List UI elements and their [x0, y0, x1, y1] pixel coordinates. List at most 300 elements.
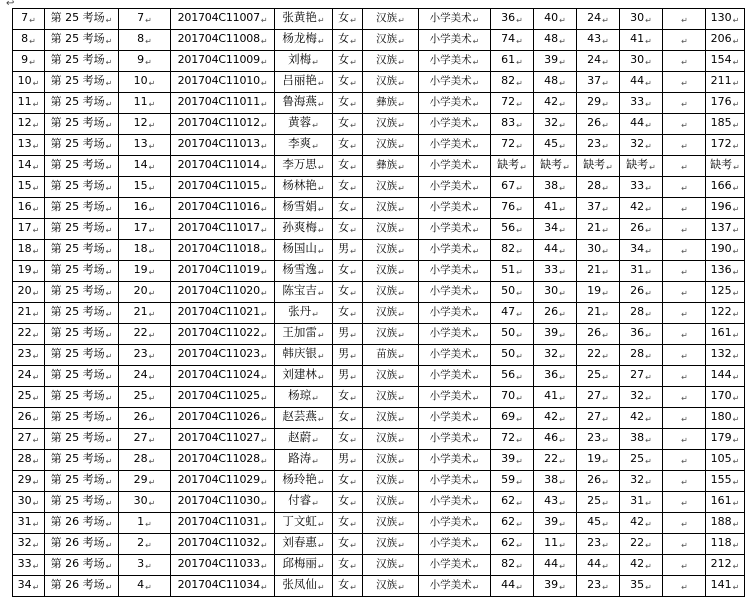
gender-text: 女 [338, 305, 350, 318]
candidate-name-text: 孙爽梅 [282, 220, 317, 234]
candidate-name [275, 282, 333, 303]
score-1 [491, 345, 534, 366]
score-4 [620, 198, 663, 219]
score-3 [577, 576, 620, 597]
subject-text: 小学美术 [429, 515, 472, 528]
subject [419, 576, 491, 597]
score-2-text: 34 [544, 221, 559, 234]
score-2-text: 43 [544, 494, 559, 507]
candidate-name [275, 492, 333, 513]
row-index-text: 24 [17, 368, 32, 381]
exam-room [45, 513, 119, 534]
exam-room [45, 534, 119, 555]
candidate-name [275, 324, 333, 345]
score-3-text: 45 [587, 515, 602, 528]
score-1 [491, 198, 534, 219]
cell-end-mark-icon: ↵ [516, 16, 523, 25]
row-index [13, 93, 45, 114]
cell-end-mark-icon: ↵ [398, 288, 405, 298]
subject-text: 小学美术 [429, 200, 472, 213]
candidate-name-text: 陈宝吉 [282, 283, 317, 297]
seat-number [119, 471, 171, 492]
score-1-text: 50 [501, 347, 516, 360]
row-index-text: 29 [17, 473, 32, 486]
total-score [706, 303, 745, 324]
ethnicity [363, 534, 419, 555]
table-row [13, 303, 745, 324]
cell-end-mark-icon: ↵ [317, 562, 325, 571]
ethnicity-text: 汉族 [376, 557, 398, 570]
candidate-id [171, 387, 275, 408]
cell-end-mark-icon: ↵ [317, 205, 325, 214]
score-1 [491, 576, 534, 597]
cell-end-mark-icon: ↵ [317, 247, 325, 256]
gender [333, 387, 363, 408]
total-score [706, 156, 745, 177]
score-3 [577, 450, 620, 471]
cell-end-mark-icon: ↵ [472, 519, 480, 529]
subject [419, 240, 491, 261]
cell-end-mark-icon: ↵ [32, 226, 40, 235]
cell-end-mark-icon: ↵ [645, 121, 652, 130]
score-4-text: 44 [630, 74, 645, 87]
cell-end-mark-icon: ↵ [317, 226, 325, 235]
ethnicity [363, 576, 419, 597]
table-row [13, 576, 745, 597]
ethnicity-text: 汉族 [376, 179, 398, 192]
exam-score-table [12, 8, 745, 597]
score-1 [491, 114, 534, 135]
candidate-name-text: 刘梅 [288, 52, 312, 66]
cell-end-mark-icon: ↵ [105, 352, 113, 361]
cell-end-mark-icon: ↵ [105, 247, 113, 256]
cell-end-mark-icon: ↵ [148, 436, 156, 445]
cell-end-mark-icon: ↵ [732, 310, 740, 319]
ethnicity-text: 汉族 [376, 74, 398, 87]
cell-end-mark-icon: ↵ [602, 121, 609, 130]
gender-text: 女 [338, 32, 350, 45]
candidate-name-text: 张黄艳 [282, 10, 317, 24]
score-1 [491, 534, 534, 555]
cell-end-mark-icon: ↵ [681, 310, 688, 319]
empty-cell [663, 156, 706, 177]
row-index [13, 408, 45, 429]
table-row [13, 366, 745, 387]
subject [419, 366, 491, 387]
gender-text: 女 [338, 389, 350, 402]
cell-end-mark-icon: ↵ [559, 436, 566, 445]
gender-text: 女 [338, 578, 350, 591]
exam-room [45, 219, 119, 240]
cell-end-mark-icon: ↵ [29, 37, 36, 46]
cell-end-mark-icon: ↵ [645, 436, 652, 445]
ethnicity-text: 汉族 [376, 389, 398, 402]
cell-end-mark-icon: ↵ [148, 142, 156, 151]
subject-text: 小学美术 [429, 431, 472, 444]
score-1 [491, 135, 534, 156]
subject [419, 177, 491, 198]
ethnicity [363, 51, 419, 72]
candidate-name [275, 72, 333, 93]
exam-room-text: 第 25 考场 [50, 137, 105, 150]
gender-text: 男 [338, 347, 350, 360]
score-3-text: 21 [587, 305, 602, 318]
cell-end-mark-icon: ↵ [681, 520, 688, 529]
cell-end-mark-icon: ↵ [645, 394, 652, 403]
score-3-text: 25 [587, 494, 602, 507]
cell-end-mark-icon: ↵ [312, 310, 319, 319]
score-3-text: 26 [587, 326, 602, 339]
score-2-text: 41 [544, 389, 559, 402]
empty-cell [663, 261, 706, 282]
cell-end-mark-icon: ↵ [645, 457, 652, 466]
row-index-text: 11 [17, 95, 32, 108]
cell-end-mark-icon: ↵ [260, 247, 268, 256]
cell-end-mark-icon: ↵ [516, 520, 523, 529]
cell-end-mark-icon: ↵ [350, 499, 357, 508]
ethnicity [363, 282, 419, 303]
candidate-id [171, 198, 275, 219]
cell-end-mark-icon: ↵ [105, 583, 113, 592]
score-1 [491, 450, 534, 471]
candidate-id-text: 201704C11011 [177, 95, 260, 108]
cell-end-mark-icon: ↵ [645, 100, 652, 109]
gender-text: 男 [338, 452, 350, 465]
seat-number [119, 408, 171, 429]
cell-end-mark-icon: ↵ [732, 331, 740, 340]
cell-end-mark-icon: ↵ [398, 78, 405, 88]
score-2 [534, 240, 577, 261]
score-2-text: 38 [544, 179, 559, 192]
cell-end-mark-icon: ↵ [559, 310, 566, 319]
score-2-text: 40 [544, 11, 559, 24]
candidate-id-text: 201704C11033 [177, 557, 260, 570]
seat-number [119, 261, 171, 282]
subject [419, 513, 491, 534]
table-row [13, 450, 745, 471]
score-2 [534, 450, 577, 471]
cell-end-mark-icon: ↵ [105, 100, 113, 109]
table-row [13, 9, 745, 30]
seat-number [119, 114, 171, 135]
exam-room [45, 9, 119, 30]
score-2-text: 44 [544, 242, 559, 255]
score-1-text: 39 [501, 452, 516, 465]
exam-room-text: 第 25 考场 [50, 200, 105, 213]
cell-end-mark-icon: ↵ [148, 268, 156, 277]
exam-room [45, 114, 119, 135]
table-row [13, 555, 745, 576]
cell-end-mark-icon: ↵ [681, 541, 688, 550]
candidate-id [171, 450, 275, 471]
table-row [13, 471, 745, 492]
cell-end-mark-icon: ↵ [645, 37, 652, 46]
cell-end-mark-icon: ↵ [350, 436, 357, 445]
candidate-id [171, 156, 275, 177]
cell-end-mark-icon: ↵ [32, 541, 40, 550]
candidate-id-text: 201704C11023 [177, 347, 260, 360]
ethnicity [363, 177, 419, 198]
cell-end-mark-icon: ↵ [148, 289, 156, 298]
seat-number-text: 15 [133, 179, 148, 192]
subject [419, 534, 491, 555]
score-1-text: 83 [501, 116, 516, 129]
subject [419, 261, 491, 282]
candidate-id-text: 201704C11015 [177, 179, 260, 192]
subject-text: 小学美术 [429, 95, 472, 108]
cell-end-mark-icon: ↵ [559, 16, 566, 25]
exam-room-text: 第 25 考场 [50, 389, 105, 402]
score-1 [491, 240, 534, 261]
cell-end-mark-icon: ↵ [398, 393, 405, 403]
seat-number-text: 22 [133, 326, 148, 339]
score-1-text: 56 [501, 368, 516, 381]
gender-text: 女 [338, 116, 350, 129]
seat-number [119, 93, 171, 114]
cell-end-mark-icon: ↵ [312, 58, 319, 67]
cell-end-mark-icon: ↵ [732, 436, 740, 445]
score-2 [534, 492, 577, 513]
cell-end-mark-icon: ↵ [516, 121, 523, 130]
candidate-name [275, 450, 333, 471]
empty-cell [663, 177, 706, 198]
score-3-text: 21 [587, 221, 602, 234]
cell-end-mark-icon: ↵ [105, 373, 113, 382]
score-4 [620, 261, 663, 282]
cell-end-mark-icon: ↵ [105, 163, 113, 172]
score-1-text: 82 [501, 242, 516, 255]
candidate-id [171, 93, 275, 114]
empty-cell [663, 471, 706, 492]
score-3 [577, 198, 620, 219]
cell-end-mark-icon: ↵ [681, 373, 688, 382]
row-index [13, 387, 45, 408]
total-score [706, 429, 745, 450]
subject-text: 小学美术 [429, 137, 472, 150]
cell-end-mark-icon: ↵ [516, 373, 523, 382]
cell-end-mark-icon: ↵ [105, 415, 113, 424]
subject [419, 93, 491, 114]
cell-end-mark-icon: ↵ [317, 16, 325, 25]
exam-room [45, 261, 119, 282]
cell-end-mark-icon: ↵ [559, 58, 566, 67]
cell-end-mark-icon: ↵ [398, 309, 405, 319]
subject-text: 小学美术 [429, 221, 472, 234]
exam-room-text: 第 25 考场 [50, 347, 105, 360]
row-index [13, 72, 45, 93]
score-3-text: 23 [587, 536, 602, 549]
cell-end-mark-icon: ↵ [732, 289, 740, 298]
score-2-text: 42 [544, 410, 559, 423]
cell-end-mark-icon: ↵ [681, 121, 688, 130]
cell-end-mark-icon: ↵ [312, 121, 319, 130]
ethnicity [363, 450, 419, 471]
cell-end-mark-icon: ↵ [732, 394, 740, 403]
cell-end-mark-icon: ↵ [602, 373, 609, 382]
cell-end-mark-icon: ↵ [148, 457, 156, 466]
seat-number-text: 29 [133, 473, 148, 486]
cell-end-mark-icon: ↵ [649, 163, 656, 172]
cell-end-mark-icon: ↵ [516, 541, 523, 550]
candidate-id-text: 201704C11031 [177, 515, 260, 528]
cell-end-mark-icon: ↵ [105, 457, 113, 466]
exam-room [45, 51, 119, 72]
subject-text: 小学美术 [429, 473, 472, 486]
candidate-name [275, 408, 333, 429]
cell-end-mark-icon: ↵ [516, 310, 523, 319]
cell-end-mark-icon: ↵ [472, 477, 480, 487]
exam-room [45, 93, 119, 114]
score-2-text: 36 [544, 368, 559, 381]
score-4 [620, 177, 663, 198]
cell-end-mark-icon: ↵ [148, 478, 156, 487]
cell-end-mark-icon: ↵ [645, 583, 652, 592]
cell-end-mark-icon: ↵ [681, 457, 688, 466]
score-1 [491, 555, 534, 576]
gender [333, 471, 363, 492]
cell-end-mark-icon: ↵ [105, 58, 113, 67]
cell-end-mark-icon: ↵ [602, 478, 609, 487]
score-1 [491, 219, 534, 240]
cell-end-mark-icon: ↵ [732, 520, 740, 529]
seat-number [119, 51, 171, 72]
candidate-name [275, 471, 333, 492]
total-score [706, 534, 745, 555]
cell-end-mark-icon: ↵ [520, 163, 527, 172]
cell-end-mark-icon: ↵ [317, 478, 325, 487]
cell-end-mark-icon: ↵ [602, 37, 609, 46]
subject [419, 450, 491, 471]
cell-end-mark-icon: ↵ [732, 541, 740, 550]
gender [333, 156, 363, 177]
cell-end-mark-icon: ↵ [312, 142, 319, 151]
subject-text: 小学美术 [429, 263, 472, 276]
row-index-text: 20 [17, 284, 32, 297]
score-4-text: 25 [630, 452, 645, 465]
score-4 [620, 513, 663, 534]
row-index [13, 240, 45, 261]
gender-text: 女 [338, 557, 350, 570]
score-1 [491, 303, 534, 324]
cell-end-mark-icon: ↵ [398, 36, 405, 46]
ethnicity [363, 135, 419, 156]
cell-end-mark-icon: ↵ [516, 58, 523, 67]
seat-number-text: 24 [133, 368, 148, 381]
cell-end-mark-icon: ↵ [317, 415, 325, 424]
exam-room [45, 345, 119, 366]
cell-end-mark-icon: ↵ [559, 541, 566, 550]
cell-end-mark-icon: ↵ [732, 268, 740, 277]
score-2 [534, 555, 577, 576]
candidate-name-text: 鲁海燕 [282, 94, 317, 108]
cell-end-mark-icon: ↵ [398, 57, 405, 67]
cell-end-mark-icon: ↵ [105, 478, 113, 487]
cell-end-mark-icon: ↵ [472, 225, 480, 235]
score-2 [534, 177, 577, 198]
seat-number-text: 2 [137, 536, 145, 549]
seat-number [119, 513, 171, 534]
row-index [13, 471, 45, 492]
cell-end-mark-icon: ↵ [350, 247, 357, 256]
candidate-name-text: 赵蔚 [288, 430, 312, 444]
cell-end-mark-icon: ↵ [398, 372, 405, 382]
score-1 [491, 261, 534, 282]
table-row [13, 93, 745, 114]
score-4 [620, 30, 663, 51]
total-score [706, 135, 745, 156]
cell-end-mark-icon: ↵ [105, 520, 113, 529]
cell-end-mark-icon: ↵ [398, 351, 405, 361]
cell-end-mark-icon: ↵ [312, 436, 319, 445]
score-4 [620, 450, 663, 471]
cell-end-mark-icon: ↵ [148, 415, 156, 424]
cell-end-mark-icon: ↵ [681, 247, 688, 256]
score-3-text: 26 [587, 473, 602, 486]
ethnicity-text: 汉族 [376, 137, 398, 150]
cell-end-mark-icon: ↵ [105, 142, 113, 151]
total-score [706, 576, 745, 597]
empty-cell [663, 135, 706, 156]
score-2-text: 39 [544, 578, 559, 591]
ethnicity-text: 汉族 [376, 410, 398, 423]
score-1 [491, 282, 534, 303]
score-1-text: 72 [501, 137, 516, 150]
cell-end-mark-icon: ↵ [559, 352, 566, 361]
cell-end-mark-icon: ↵ [398, 15, 405, 25]
total-score [706, 513, 745, 534]
cell-end-mark-icon: ↵ [645, 58, 652, 67]
score-3 [577, 345, 620, 366]
table-row [13, 240, 745, 261]
candidate-name [275, 261, 333, 282]
score-3-text: 30 [587, 242, 602, 255]
cell-end-mark-icon: ↵ [516, 457, 523, 466]
empty-cell [663, 366, 706, 387]
gender-text: 女 [338, 410, 350, 423]
cell-end-mark-icon: ↵ [516, 205, 523, 214]
cell-end-mark-icon: ↵ [472, 309, 480, 319]
score-2 [534, 93, 577, 114]
cell-end-mark-icon: ↵ [516, 394, 523, 403]
candidate-id-text: 201704C11018 [177, 242, 260, 255]
gender-text: 女 [338, 494, 350, 507]
candidate-id-text: 201704C11009 [177, 53, 260, 66]
candidate-id-text: 201704C11016 [177, 200, 260, 213]
cell-end-mark-icon: ↵ [516, 247, 523, 256]
cell-end-mark-icon: ↵ [732, 58, 740, 67]
cell-end-mark-icon: ↵ [516, 499, 523, 508]
empty-cell [663, 429, 706, 450]
gender-text: 女 [338, 515, 350, 528]
ethnicity [363, 387, 419, 408]
score-4 [620, 345, 663, 366]
row-index [13, 282, 45, 303]
cell-end-mark-icon: ↵ [559, 457, 566, 466]
score-2-text: 39 [544, 326, 559, 339]
cell-end-mark-icon: ↵ [317, 583, 325, 592]
subject-text: 小学美术 [429, 242, 472, 255]
cell-end-mark-icon: ↵ [733, 163, 740, 172]
total-score-text: 161 [710, 494, 732, 507]
total-score [706, 450, 745, 471]
cell-end-mark-icon: ↵ [317, 79, 325, 88]
table-row [13, 198, 745, 219]
empty-cell [663, 282, 706, 303]
gender [333, 177, 363, 198]
score-3 [577, 282, 620, 303]
total-score-text: 118 [710, 536, 732, 549]
cell-end-mark-icon: ↵ [472, 351, 480, 361]
